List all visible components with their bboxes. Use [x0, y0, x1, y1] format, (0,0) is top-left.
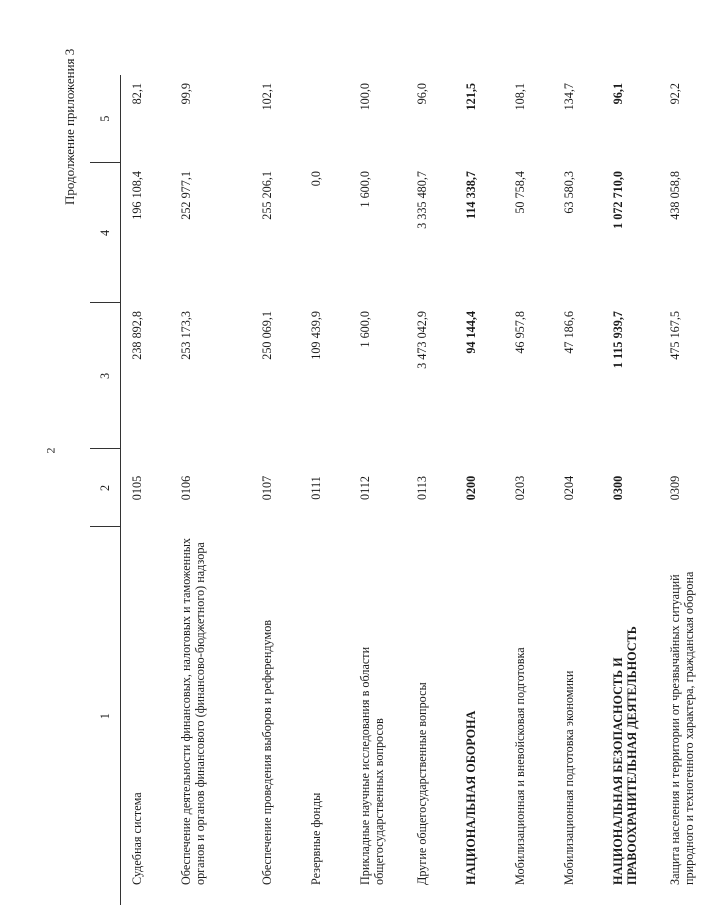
- row-value-percent: 100,0: [358, 83, 372, 111]
- row-value-percent: 82,1: [130, 83, 144, 105]
- row-code: 0309: [668, 475, 682, 501]
- row-code: 0105: [130, 475, 144, 501]
- row-code: 0204: [562, 475, 576, 501]
- row-value-plan: 475 167,5: [668, 311, 682, 360]
- row-value-percent: 92,2: [668, 83, 682, 105]
- column-header: 5: [90, 75, 121, 163]
- column-header: 2: [90, 449, 121, 527]
- row-code: 0112: [358, 476, 372, 500]
- row-name: Резервные фонды: [309, 792, 323, 885]
- row-value-percent: 96,0: [415, 83, 429, 105]
- row-value-fact: 1 600,0: [358, 171, 372, 208]
- row-value-fact: 255 206,1: [260, 171, 274, 220]
- row-value-percent: 99,9: [179, 83, 193, 105]
- row-value-plan: 238 892,8: [130, 311, 144, 360]
- table-row: [602, 75, 659, 905]
- row-value-percent: 102,1: [260, 83, 274, 111]
- table-row: [121, 75, 171, 905]
- table-row: [553, 75, 602, 905]
- budget-table: [90, 75, 716, 905]
- row-code: 0111: [309, 476, 323, 500]
- column-header: 4: [90, 163, 121, 303]
- row-value-percent: 108,1: [513, 83, 527, 111]
- row-name: Другие общегосударственные вопросы: [415, 682, 429, 885]
- row-code: 0203: [513, 475, 527, 501]
- row-value-plan: 94 144,4: [464, 311, 478, 354]
- row-code: 0300: [611, 475, 625, 501]
- row-name: НАЦИОНАЛЬНАЯ ОБОРОНА: [464, 710, 478, 885]
- table-row: [659, 75, 716, 905]
- row-value-percent: 121,5: [464, 83, 478, 111]
- row-value-plan: 46 957,8: [513, 311, 527, 354]
- page-number: 2: [43, 447, 58, 454]
- row-value-fact: 3 335 480,7: [415, 171, 429, 229]
- table-row: [504, 75, 553, 905]
- row-name: НАЦИОНАЛЬНАЯ БЕЗОПАСНОСТЬ И ПРАВООХРАНИТЕЛЬНАЯ ДЕЯТЕЛЬНОСТЬ: [611, 626, 640, 885]
- row-value-plan: 47 186,6: [562, 311, 576, 354]
- table-header-row: [90, 75, 121, 905]
- table-row: [170, 75, 251, 905]
- table-row: [455, 75, 504, 905]
- row-value-fact: 252 977,1: [179, 171, 193, 220]
- column-header: 3: [90, 303, 121, 449]
- row-code: 0107: [260, 475, 274, 501]
- row-code: 0106: [179, 475, 193, 501]
- row-value-fact: 63 580,3: [562, 171, 576, 214]
- row-value-plan: 253 173,3: [179, 311, 193, 360]
- row-value-fact: 114 338,7: [464, 171, 478, 220]
- table-row: [406, 75, 455, 905]
- row-value-plan: 250 069,1: [260, 311, 274, 360]
- column-header: 1: [90, 527, 121, 905]
- row-value-plan: 109 439,9: [309, 311, 323, 360]
- row-name: Обеспечение деятельности финансовых, налоговых и таможенных органов и органов финансового (финансово-бюджетного) надзора: [179, 538, 208, 885]
- row-value-fact: 1 072 710,0: [611, 171, 625, 229]
- row-value-plan: 1 600,0: [358, 311, 372, 348]
- row-value-plan: 3 473 042,9: [415, 311, 429, 369]
- row-code: 0113: [415, 476, 429, 500]
- appendix-caption: Продолжение приложения 3: [62, 48, 77, 205]
- row-name: Обеспечение проведения выборов и референдумов: [260, 619, 274, 885]
- row-value-percent: [300, 75, 349, 163]
- row-name: Защита населения и территории от чрезвычайных ситуаций природного и техногенного характера, гражданская оборона: [668, 571, 697, 885]
- row-value-fact: 196 108,4: [130, 171, 144, 220]
- table-row: [349, 75, 406, 905]
- table-row: [251, 75, 300, 905]
- row-name: Судебная система: [130, 792, 144, 885]
- row-value-percent: 96,1: [611, 83, 625, 105]
- row-value-fact: 0,0: [309, 171, 323, 187]
- row-value-fact: 438 058,8: [668, 171, 682, 220]
- row-value-fact: 50 758,4: [513, 171, 527, 214]
- row-code: 0200: [464, 475, 478, 501]
- row-name: Мобилизационная и вневойсковая подготовка: [513, 647, 527, 885]
- row-value-percent: 134,7: [562, 83, 576, 111]
- row-name: Прикладные научные исследования в области общегосударственных вопросов: [358, 646, 387, 885]
- row-name: Мобилизационная подготовка экономики: [562, 670, 576, 885]
- table-row: [300, 75, 349, 905]
- row-value-plan: 1 115 939,7: [611, 311, 625, 369]
